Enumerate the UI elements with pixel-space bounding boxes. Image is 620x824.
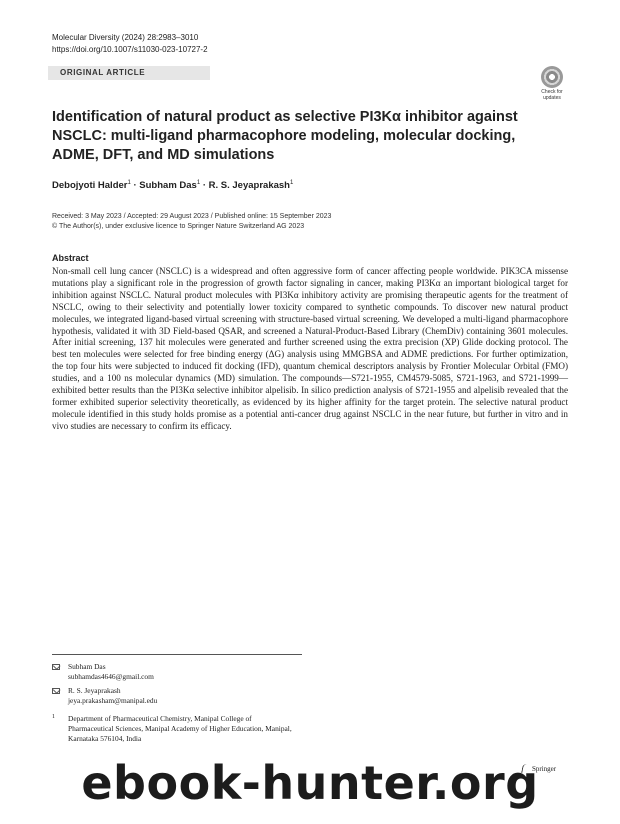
watermark-text: ebook-hunter.org: [81, 756, 539, 810]
check-updates-icon: [541, 66, 563, 88]
author-affiliation-marker: 1: [127, 180, 131, 186]
author-name[interactable]: Subham Das: [139, 180, 197, 192]
footnote-divider: [52, 654, 302, 655]
author-list: [52, 180, 293, 191]
author-separator: ·: [130, 180, 140, 192]
contact-entry: [52, 662, 298, 682]
contact-name: Subham Das: [68, 662, 106, 671]
affiliation-text: Department of Pharmaceutical Chemistry, Manipal College of Pharmaceutical Sciences, Manipal Academy of Higher Education, Manipal, Karnataka 576104, India: [68, 714, 292, 743]
contact-email[interactable]: jeya.prakasham@manipal.edu: [68, 696, 158, 705]
contact-email[interactable]: subhamdas4646@gmail.com: [68, 672, 154, 681]
copyright-line: © The Author(s), under exclusive licence to Springer Nature Switzerland AG 2023: [52, 223, 305, 230]
author-separator: ·: [200, 180, 209, 192]
author-affiliation-marker: 1: [196, 180, 201, 186]
doi-link[interactable]: https://doi.org/10.1007/s11030-023-10727-2: [52, 45, 208, 54]
check-updates-label: Check for updates: [541, 89, 563, 101]
publication-history: [52, 212, 331, 232]
contact-name: R. S. Jeyaprakash: [68, 686, 121, 695]
author-affiliation-marker: 1: [289, 180, 294, 186]
envelope-icon: [52, 688, 60, 694]
author-name[interactable]: R. S. Jeyaprakash: [208, 180, 290, 192]
abstract-heading: Abstract: [52, 253, 89, 263]
publisher-name: Springer: [532, 765, 557, 773]
contact-entry: [52, 686, 298, 706]
journal-citation: Molecular Diversity (2024) 28:2983–3010: [52, 33, 199, 42]
journal-header: [52, 32, 208, 56]
check-for-updates-button[interactable]: [536, 66, 568, 102]
envelope-icon: [52, 664, 60, 670]
correspondence-block: [52, 662, 298, 744]
article-title: Identification of natural product as selective PI3Kα inhibitor against NSCLC: multi-ligand pharmacophore modeling, molecular docking, ADME, DFT, and MD simulations: [52, 109, 518, 163]
affiliation-number: 1: [52, 714, 55, 720]
affiliation: [52, 714, 298, 744]
abstract-text: Non-small cell lung cancer (NSCLC) is a widespread and often aggressive form of cancer affecting people worldwide. PIK3CA missense mutations play a significant role in the progression of growth factor signaling in cancer, making PI3Kα an important biological target for inhibition against NSCLC. Natural product molecules with PI3Kα inhibitory activity are promising therapeutic agents for the treatment of NSCLC, owing to their selectivity and potentially lower toxicity compared to synthetic compounds. To discover new natural product molecules, we integrated ligand-based virtual screening with structure-based virtual screening. We developed a multi-ligand pharmacophore hypothesis, validated it with 3D Field-based QSAR, and screened a Natural-Product-Based Library (ChemDiv) containing 3601 molecules. After initial screening, 137 hit molecules were generated and further screened using the extra precision (XP) Glide docking protocol. The best ten molecules were selected for free binding energy (ΔG) analysis using MMGBSA and ADME predictions. For further optimization, the top four hits were subjected to induced fit docking (IFD), quantum chemical descriptors analysis by Frontier Molecular Orbital (FMO) studies, and a 100 ns molecular dynamics (MD) simulation. The compounds—S721-1955, CM4579-5085, S721-1963, and S721-1999—exhibited better results than the PI3Kα selective inhibitor alpelisib. In silico prediction analysis of S721-1955 and alpelisib revealed that the former exhibited superior selectivity theoretically, as evidenced by its higher affinity for the target protein. The selective natural product molecule identified in this study holds promise as a potential anti-cancer drug against NSCLC in the near future, but further in vitro and in vivo studies are necessary to confirm its efficacy.: [52, 266, 568, 431]
history-dates: Received: 3 May 2023 / Accepted: 29 August 2023 / Published online: 15 September 2023: [52, 213, 332, 220]
author-name[interactable]: Debojyoti Halder: [52, 180, 128, 192]
article-type-banner: ORIGINAL ARTICLE: [48, 66, 210, 80]
